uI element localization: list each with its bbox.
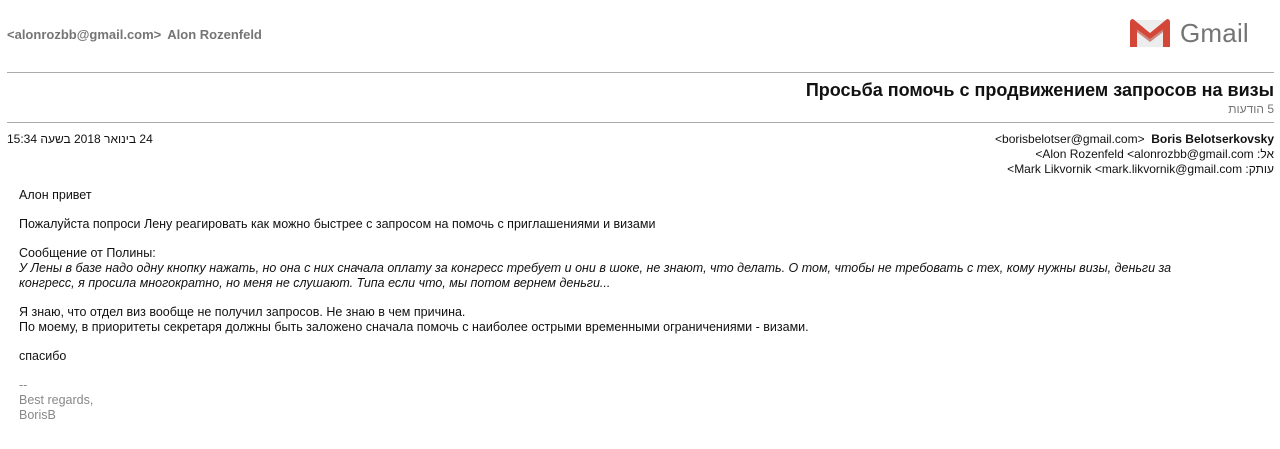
quote-header: Сообщение от Полины: (19, 246, 156, 260)
body-greeting: Алон привет (19, 188, 92, 202)
divider (7, 122, 1274, 123)
signature-dashes: -- (19, 378, 28, 392)
sender-name: Boris Belotserkovsky (1151, 132, 1274, 146)
account-name: Alon Rozenfeld (167, 27, 262, 42)
account-header (7, 27, 262, 42)
to-line: אל: Alon Rozenfeld <alonrozbb@gmail.com> (1035, 147, 1274, 161)
gmail-wordmark: Gmail (1180, 17, 1249, 48)
paragraph-line: По моему, в приоритеты секретаря должны быть заложено сначала помочь с наиболее острыми временными ограничениями - визами. (19, 320, 809, 334)
divider (7, 72, 1274, 73)
signature-name: BorisB (19, 408, 56, 422)
gmail-m-icon (1128, 17, 1172, 49)
body-quote (19, 246, 1259, 291)
body-paragraph (19, 305, 1259, 335)
signature (19, 378, 1259, 423)
paragraph-line: Я знаю, что отдел виз вообще не получил запросов. Не знаю в чем причина. (19, 305, 466, 319)
gmail-logo (1128, 16, 1249, 50)
sender-line (995, 132, 1274, 147)
message-count: 5 הודעות (1228, 102, 1274, 116)
sender-email: <borisbelotser@gmail.com> (995, 132, 1145, 146)
signature-regards: Best regards, (19, 393, 94, 407)
quote-line: У Лены в базе надо одну кнопку нажать, но она с них сначала оплату за конгресс требует и они в шоке, не знают, что делать. О том, чтобы не требовать с тех, кому нужны визы, деньги за (19, 261, 1172, 275)
quote-line: конгресс, я просила многократно, но меня не слушают. Типа если что, мы потом вернем деньги... (19, 276, 611, 290)
thread-subject: Просьба помочь с продвижением запросов на визы (805, 80, 1274, 100)
message-date: 24 בינואר 2018 בשעה 15:34 (7, 132, 153, 146)
message-header (995, 132, 1274, 177)
body-request: Пожалуйста попроси Лену реагировать как можно быстрее с запросом на помочь с приглашениями и визами (19, 217, 656, 231)
body-thanks: спасибо (19, 349, 67, 363)
message-body (19, 188, 1259, 437)
cc-line: עותק: Mark Likvornik <mark.likvornik@gmail.com> (1007, 162, 1274, 176)
account-email: <alonrozbb@gmail.com> (7, 27, 162, 42)
